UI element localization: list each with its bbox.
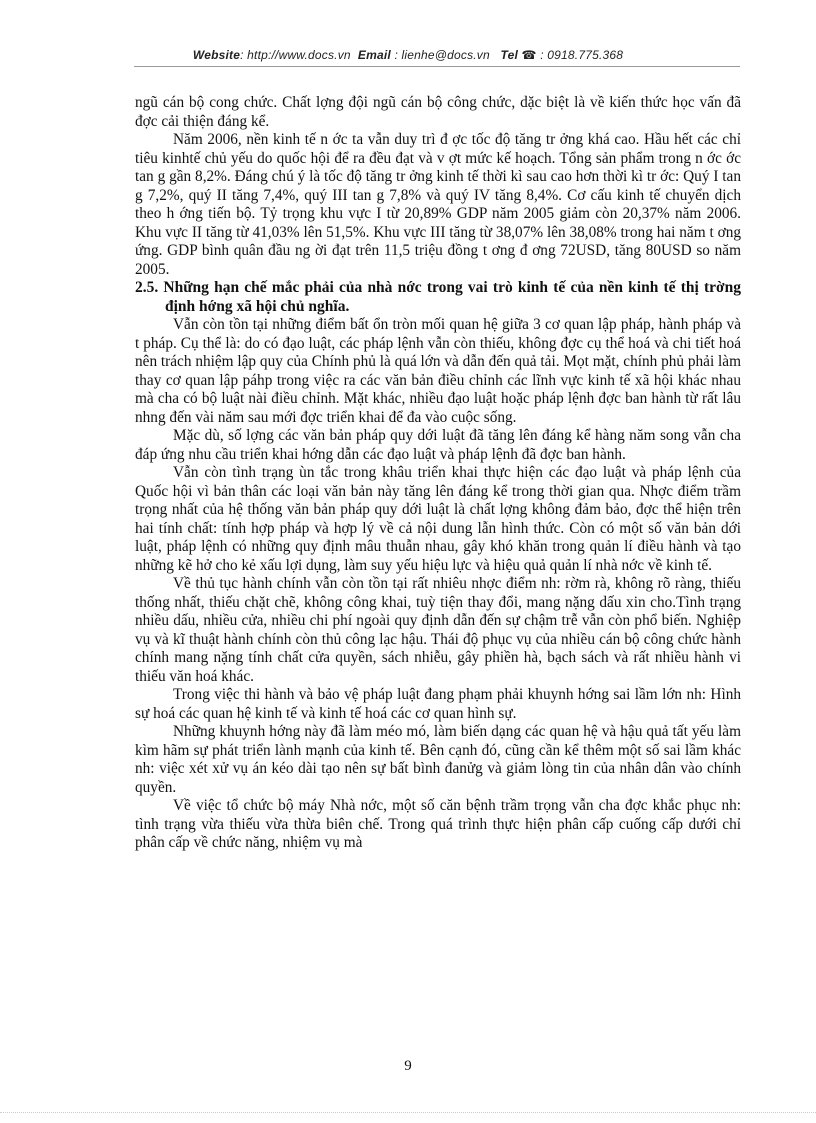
header-divider [134,66,740,67]
section-heading: 2.5. Những hạn chế mắc phải của nhà nớc trong vai trò kinh tế của nền kinh tế thị trờng định hớng xã hội chủ nghĩa. [135,279,741,315]
paragraph: Những khuynh hớng này đã làm méo mó, làm biến dạng các quan hệ và hậu quả tất yếu làm kìm hãm sự phát triển lành mạnh của kinh tế. Bên cạnh đó, cũng cần kể thêm một số sai lầm khác nh: việc xét xử vụ án kéo dài tạo nên sự bất bình đanửg và giảm lòng tin của nhân dân vào chính quyền. [135,723,741,796]
paragraph: ngũ cán bộ cong chức. Chất lợng đội ngũ cán bộ công chức, dặc biệt là về kiến thức học vấn đã đợc cải thiện đáng kể. [135,94,741,130]
email-link[interactable]: : lienhe@docs.vn [394,48,490,62]
footer-divider [0,1112,816,1113]
page-number: 9 [404,1058,412,1074]
tel-value: ☎ : 0918.775.368 [521,48,624,62]
website-link[interactable]: : http://www.docs.vn [240,48,351,62]
paragraph: Về thủ tục hành chính vẫn còn tồn tại rất nhiêu nhợc điểm nh: rờm rà, không rõ ràng, thiếu thống nhất, thiếu chặt chẽ, không công khai, tuỳ tiện thay đổi, mang nặng dấu xin cho.Tình trạng nhiều dấu, nhiều cửa, nhiều chi phí ngoài quy định dẫn đến sự chậm trễ vẫn còn phổ biến. Nghiệp vụ và kĩ thuật hành chính còn thủ công lạc hậu. Thái độ phục vụ của nhiều cán bộ công chức hành chính mang nặng tính chất cửa quyền, sách nhiễu, gây phiền hà, bạch sách và rất nhiều hành vi thiếu văn hoá khác. [135,575,741,685]
document-body [135,94,741,853]
page-header [0,48,816,62]
paragraph: Về việc tổ chức bộ máy Nhà nớc, một số căn bệnh trầm trọng vẫn cha đợc khắc phục nh: tình trạng vừa thiếu vừa thừa biên chế. Trong quá trình thực hiện phân cấp cuống cấp dưới chỉ phân cấp về chức năng, nhiệm vụ mà [135,797,741,851]
email-label: Email [357,48,391,62]
tel-label: Tel [500,48,518,62]
paragraph: Trong việc thi hành và bảo vệ pháp luật đang phạm phải khuynh hớng sai lầm lớn nh: Hình sự hoá các quan hệ kinh tế và kinh tế hoá các cơ quan hình sự. [135,686,741,722]
paragraph: Năm 2006, nền kinh tế n ớc ta vẫn duy trì đ ợc tốc độ tăng tr ởng khá cao. Hầu hết các chỉ tiêu kinhtế chủ yếu do quốc hội để ra đều đạt và v ợt mức kế hoạch. Tổng sản phẩm trong n ớc ớc tan g gần 8,2%. Đáng chú ý là tốc độ tăng tr ởng kinh tế thời kì sau cao hơn thời kì tr ớc: Quý I tan g 7,2%, quý II tăng 7,4%, quý III tan g 7,8% và quý IV tăng 8,4%. Cơ cấu kinh tế chuyển dịch theo h ớng tiến bộ. Tỷ trọng khu vực I từ 20,89% GDP năm 2005 giảm còn 20,37% năm 2006. Khu vực II tăng từ 41,03% lên 51,5%. Khu vực III tăng từ 38,07% lên 38,08% trong hai năm t ơng ứng. GDP bình quân đầu ng ời đạt trên 11,5 triệu đồng t ơng đ ơng 72USD, tăng 80USD so năm 2005. [135,131,741,278]
website-label: Website [192,48,241,62]
paragraph: Vẫn còn tồn tại những điểm bất ổn tròn mối quan hệ giữa 3 cơ quan lập pháp, hành pháp và t pháp. Cụ thể là: do có đạo luật, các pháp lệnh vẫn còn thiếu, không đợc cụ thể hoá và chi tiết hoá nên trách nhiệm lập quy của Chính phủ là quá lớn và dẫn đến quả tải. Mọt mặt, chính phủ phải làm thay cơ quan lập páhp trong việc ra các văn bản điều chỉnh các lĩnh vực kinh tế xã hội khác nhau mà cha có bộ luật nài điều chỉnh. Mặt khác, nhiều đạo luật hoặc pháp lệnh đợc ban hành từ rất lâu nhng đến vài năm sau mới đợc triển khai để đa vào cuộc sống. [135,316,741,426]
paragraph: Vẫn còn tình trạng ùn tắc trong khâu triển khai thực hiện các đạo luật và pháp lệnh của Quốc hội vì bản thân các loại văn bản này tăng lên đáng kể trong thời gian qua. Nhợc điểm trầm trọng nhất của hệ thống văn bản pháp quy dới luật là chất lợng không đảm bảo, đợc thể hiện trên hai tính chất: tính hợp pháp và hợp lý về cả nội dung lẫn hình thức. Còn có một số văn bản dới luật, pháp lệnh có những quy định mâu thuẫn nhau, gây khó khăn trong quản lí điều hành và tạo những kẽ hở cho kẻ xấu lợi dụng, làm suy yếu hiệu lực và hiệu quả quản lí nhà nớc về kinh tế. [135,464,741,574]
paragraph: Mặc dù, số lợng các văn bản pháp quy dới luật đã tăng lên đáng kể hàng năm song vẫn cha đáp ứng nhu cầu triển khai hớng dẫn các đạo luật và pháp lệnh đã đợc ban hành. [135,427,741,463]
